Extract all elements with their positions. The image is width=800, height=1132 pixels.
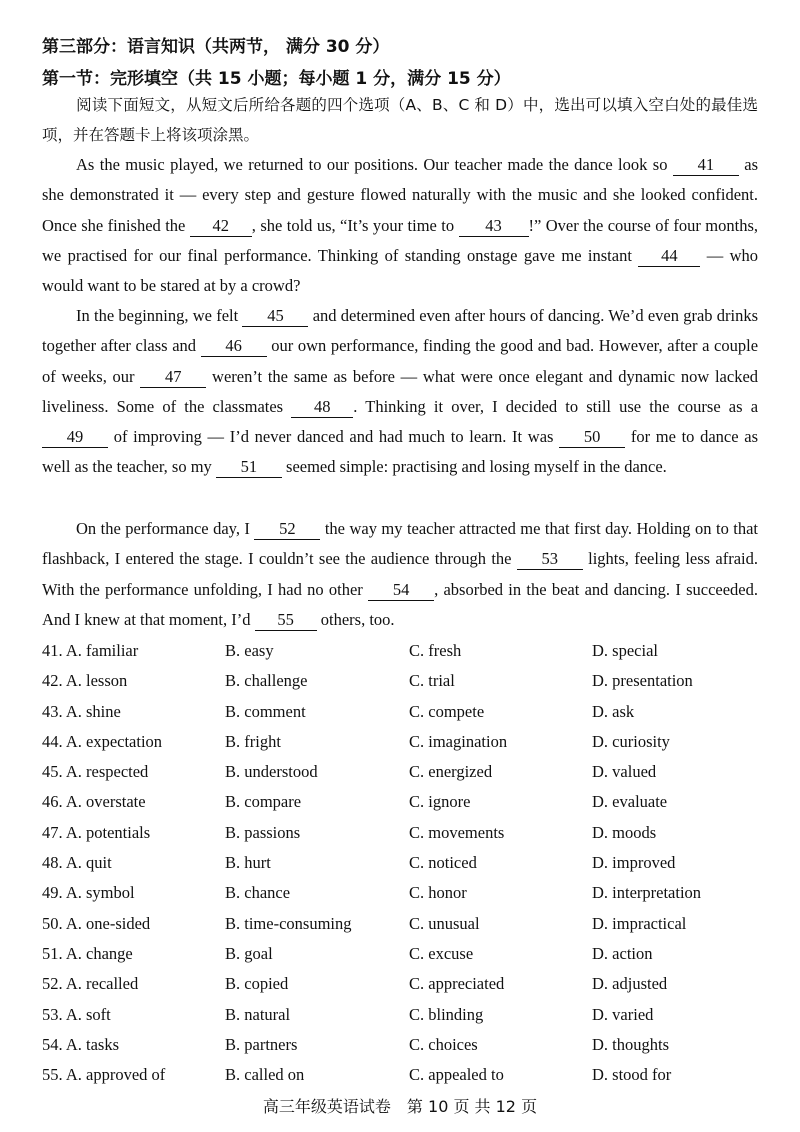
option-a: 55. A. approved of [42,1065,166,1085]
page-footer: 高三年级英语试卷 第 10 页 共 12 页 [262,1097,538,1116]
option-a: 51. A. change [42,943,133,963]
option-b: B. natural [225,1004,291,1024]
blank-42: 42 [190,216,252,237]
option-c: C. trial [409,671,455,691]
option-c: C. unusual [409,913,480,933]
option-c: C. excuse [409,943,474,963]
option-d: D. evaluate [592,792,668,812]
option-c: C. appealed to [409,1065,504,1085]
option-c: C. movements [409,822,505,842]
blank-51: 51 [216,457,282,478]
blank-43: 43 [459,216,529,237]
option-a: 49. A. symbol [42,883,135,903]
option-b: B. easy [225,641,274,660]
option-b: B. fright [225,731,281,751]
option-c: C. compete [409,701,485,721]
option-a: 47. A. potentials [42,822,151,842]
blank-47: 47 [140,367,206,388]
option-d: D. action [592,943,653,963]
option-b: B. copied [225,974,289,994]
option-row [42,848,758,878]
blank-52: 52 [254,519,320,540]
option-d: D. adjusted [592,974,668,994]
options-list [42,636,758,1090]
option-d: D. varied [592,1004,654,1024]
option-a: 46. A. overstate [42,792,146,812]
option-row [42,818,758,848]
blank-44: 44 [638,246,700,267]
option-d: D. ask [592,701,635,721]
option-b: B. partners [225,1034,298,1054]
option-a: 52. A. recalled [42,974,139,994]
option-d: D. moods [592,822,657,842]
option-row [42,787,758,817]
passage-paragraph-2: In the beginning, we felt 45 and determined even after hours of dancing. We’d even grab drinks together after class and 46 our own performance, finding the good and bad. However, after a couple of weeks, our 47 weren’t the same as before — what were once elegant and dynamic now lacked liveliness. Some of the classmates 48 . Thinking it over, I decided to still use the course as a 49 of improving — I’d never danced and had much to learn. It was 50 for me to dance as well as the teacher, so my 51 seemed simple: practising and losing myself in the dance. [42,306,759,477]
option-row [42,1030,758,1060]
option-c: C. appreciated [409,974,505,994]
option-row [42,697,758,727]
option-row [42,1060,758,1090]
passage-paragraph-3: On the performance day, I 52 the way my teacher attracted me that first day. Holding on to that flashback, I entered the stage. I couldn’t see the audience through the 53 lights, feeling less afraid. With the performance unfolding, I had no other 54 , absorbed in the beat and dancing. I succeeded. And I knew at that moment, I’d 55 others, too. [42,519,759,629]
option-row [42,939,758,969]
option-row [42,1000,758,1030]
blank-41: 41 [673,155,739,176]
instructions: 阅读下面短文，从短文后所给各题的四个选项（A、B、C 和 D）中，选出可以填入空白处的最佳选项，并在答题卡上将该项涂黑。 [42,96,758,145]
option-row [42,757,758,787]
option-a: 43. A. shine [42,701,121,721]
option-row [42,636,758,666]
option-a: 42. A. lesson [42,671,128,691]
option-c: C. imagination [409,731,508,751]
option-c: C. fresh [409,641,462,660]
option-row [42,909,758,939]
option-b: B. hurt [225,853,271,873]
option-b: B. time-consuming [225,913,352,933]
option-b: B. compare [225,792,302,812]
option-row [42,969,758,999]
option-c: C. honor [409,883,467,903]
section-title: 第三部分：语言知识（共两节， 满分 30 分） [42,37,390,57]
option-a: 50. A. one-sided [42,913,151,933]
option-b: B. comment [225,701,306,721]
option-b: B. goal [225,943,273,963]
blank-53: 53 [517,549,583,570]
blank-49: 49 [42,427,108,448]
option-d: D. thoughts [592,1034,670,1054]
option-c: C. ignore [409,792,471,812]
option-row [42,727,758,757]
option-b: B. passions [225,822,301,842]
option-b: B. called on [225,1065,305,1085]
option-a: 48. A. quit [42,853,112,873]
option-a: 44. A. expectation [42,731,163,751]
passage-paragraph-1: As the music played, we returned to our positions. Our teacher made the dance look so 41 as she demonstrated it — every step and gesture flowed naturally with the music and she looked confident. Once she finished the 42 , she told us, “It’s your time to 43 !” Over the course of four months, we practised for our final performance. Thinking of standing onstage gave me instant 44 — who would want to be stared at by a crowd? [42,155,759,296]
blank-46: 46 [201,336,267,357]
subsection-title: 第一节：完形填空（共 15 小题；每小题 1 分，满分 15 分） [42,69,511,89]
option-d: D. valued [592,762,657,782]
option-b: B. understood [225,762,318,782]
blank-54: 54 [368,580,434,601]
option-d: D. impractical [592,913,687,933]
option-d: D. improved [592,853,676,873]
option-b: B. chance [225,883,291,903]
option-d: D. curiosity [592,731,670,751]
option-a: 53. A. soft [42,1004,111,1024]
option-row [42,878,758,908]
option-d: D. special [592,641,658,660]
option-d: D. stood for [592,1065,672,1085]
blank-50: 50 [559,427,625,448]
option-d: D. presentation [592,671,693,691]
option-c: C. blinding [409,1004,484,1024]
option-b: B. challenge [225,671,308,691]
option-a: 45. A. respected [42,762,149,782]
blank-45: 45 [242,306,308,327]
option-a: 54. A. tasks [42,1034,120,1054]
option-row [42,666,758,696]
blank-48: 48 [291,397,353,418]
option-c: C. choices [409,1034,478,1054]
blank-55: 55 [255,610,317,631]
option-a: 41. A. familiar [42,641,139,660]
option-d: D. interpretation [592,883,702,903]
option-c: C. noticed [409,853,477,873]
option-c: C. energized [409,762,493,782]
